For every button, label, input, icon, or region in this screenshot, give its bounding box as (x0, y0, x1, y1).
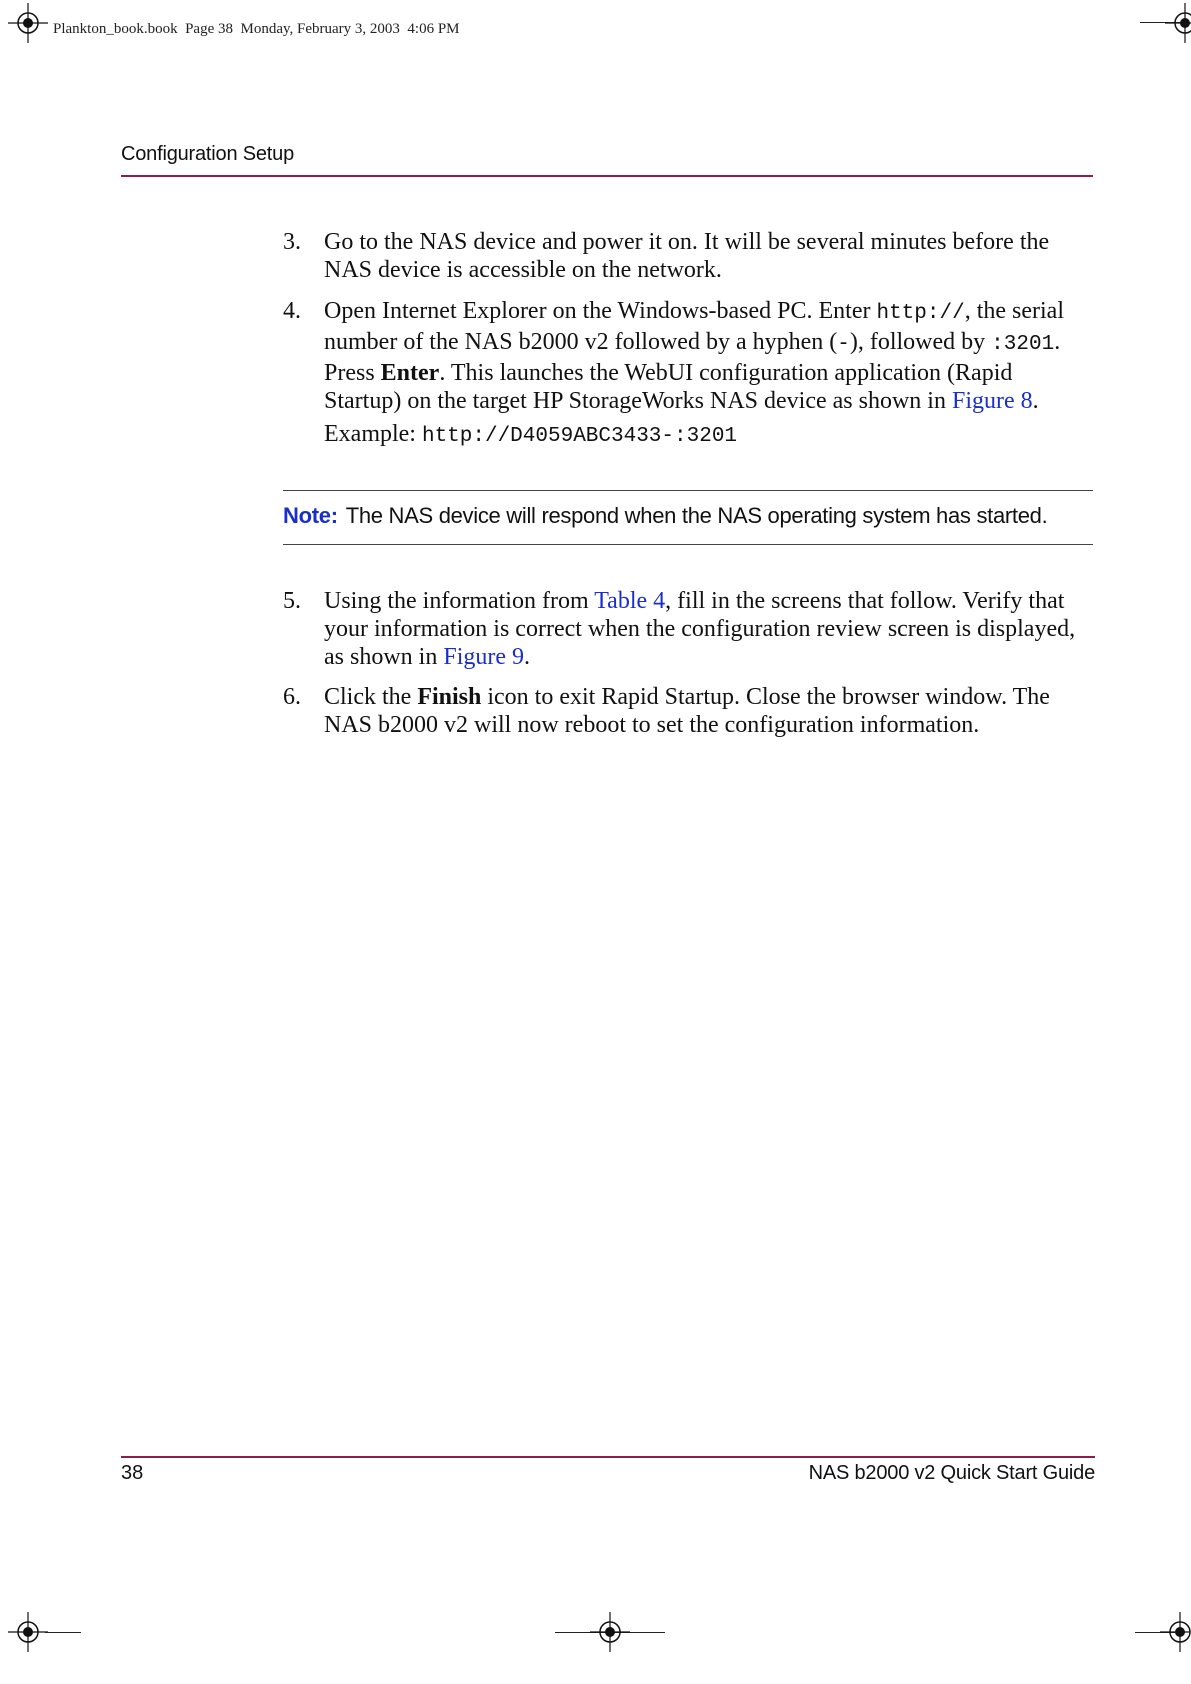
bold-term: Finish (417, 684, 482, 710)
figure-9-link[interactable]: Figure 9 (443, 644, 525, 670)
step-4 (283, 297, 1093, 415)
note-text: The NAS device will respond when the NAS operating system has started. (345, 503, 1048, 528)
note-rule-top (283, 490, 1093, 491)
step-text (324, 297, 1093, 415)
text-run: icon to exit Rapid Startup. Close the browser window. The NAS b2000 v2 will now reboot to set the configuration information. (324, 684, 1050, 738)
step-text (324, 587, 1093, 671)
table-4-link[interactable]: Table 4 (594, 588, 666, 614)
code-text: :3201 (991, 333, 1055, 356)
example-label: Example: (324, 421, 422, 447)
registration-mark-icon (8, 3, 48, 43)
text-run: Click the (324, 684, 418, 710)
header-rule (121, 175, 1093, 177)
text-run: , fill in the screens that follow. Verify that your information is correct when the configuration review screen is displayed, as shown in (324, 588, 1076, 670)
registration-mark-icon (1160, 1612, 1191, 1652)
footer-rule (121, 1456, 1095, 1458)
note (283, 503, 1093, 529)
step-number: 4. (283, 298, 301, 324)
text-run: . (524, 644, 531, 670)
step-text (324, 683, 1093, 739)
step-number: 6. (283, 684, 301, 710)
code-text: http:// (876, 302, 965, 325)
step-3 (283, 228, 1093, 284)
registration-mark-icon (1165, 3, 1191, 43)
printer-slug: Plankton_book.book Page 38 Monday, February 3, 2003 4:06 PM (53, 21, 460, 37)
footer-title: NAS b2000 v2 Quick Start Guide (808, 1462, 1095, 1484)
text-run: . Press (324, 329, 1061, 386)
text-run: Open Internet Explorer on the Windows-based PC. Enter (324, 298, 877, 324)
step-text: Go to the NAS device and power it on. It will be several minutes before the NAS device is accessible on the network. (324, 229, 1050, 283)
step-number: 5. (283, 588, 301, 614)
bold-term: Enter (380, 360, 440, 386)
text-run: , the serial number of the NAS b2000 v2 followed by a hyphen ( (324, 298, 1064, 355)
registration-mark-icon (590, 1612, 630, 1652)
figure-8-link[interactable]: Figure 8 (951, 388, 1033, 414)
page-number: 38 (121, 1462, 144, 1484)
crop-line (45, 1632, 81, 1633)
registration-mark-icon (8, 1612, 48, 1652)
step-number: 3. (283, 229, 301, 255)
text-run: ), followed by (849, 329, 992, 355)
note-label: Note: (283, 503, 338, 528)
text-run: . This launches the WebUI configuration application (Rapid Startup) on the target HP StorageWorks NAS device as shown in (324, 360, 1013, 414)
step-6 (283, 683, 1093, 739)
code-text: - (837, 333, 850, 356)
step-5 (283, 587, 1093, 671)
note-rule-bottom (283, 544, 1093, 545)
text-run: Using the information from (324, 588, 595, 614)
running-head: Configuration Setup (121, 143, 294, 165)
text-run: . (1032, 388, 1039, 414)
example-code: http://D4059ABC3433-:3201 (421, 425, 738, 448)
example-line (324, 420, 1094, 451)
